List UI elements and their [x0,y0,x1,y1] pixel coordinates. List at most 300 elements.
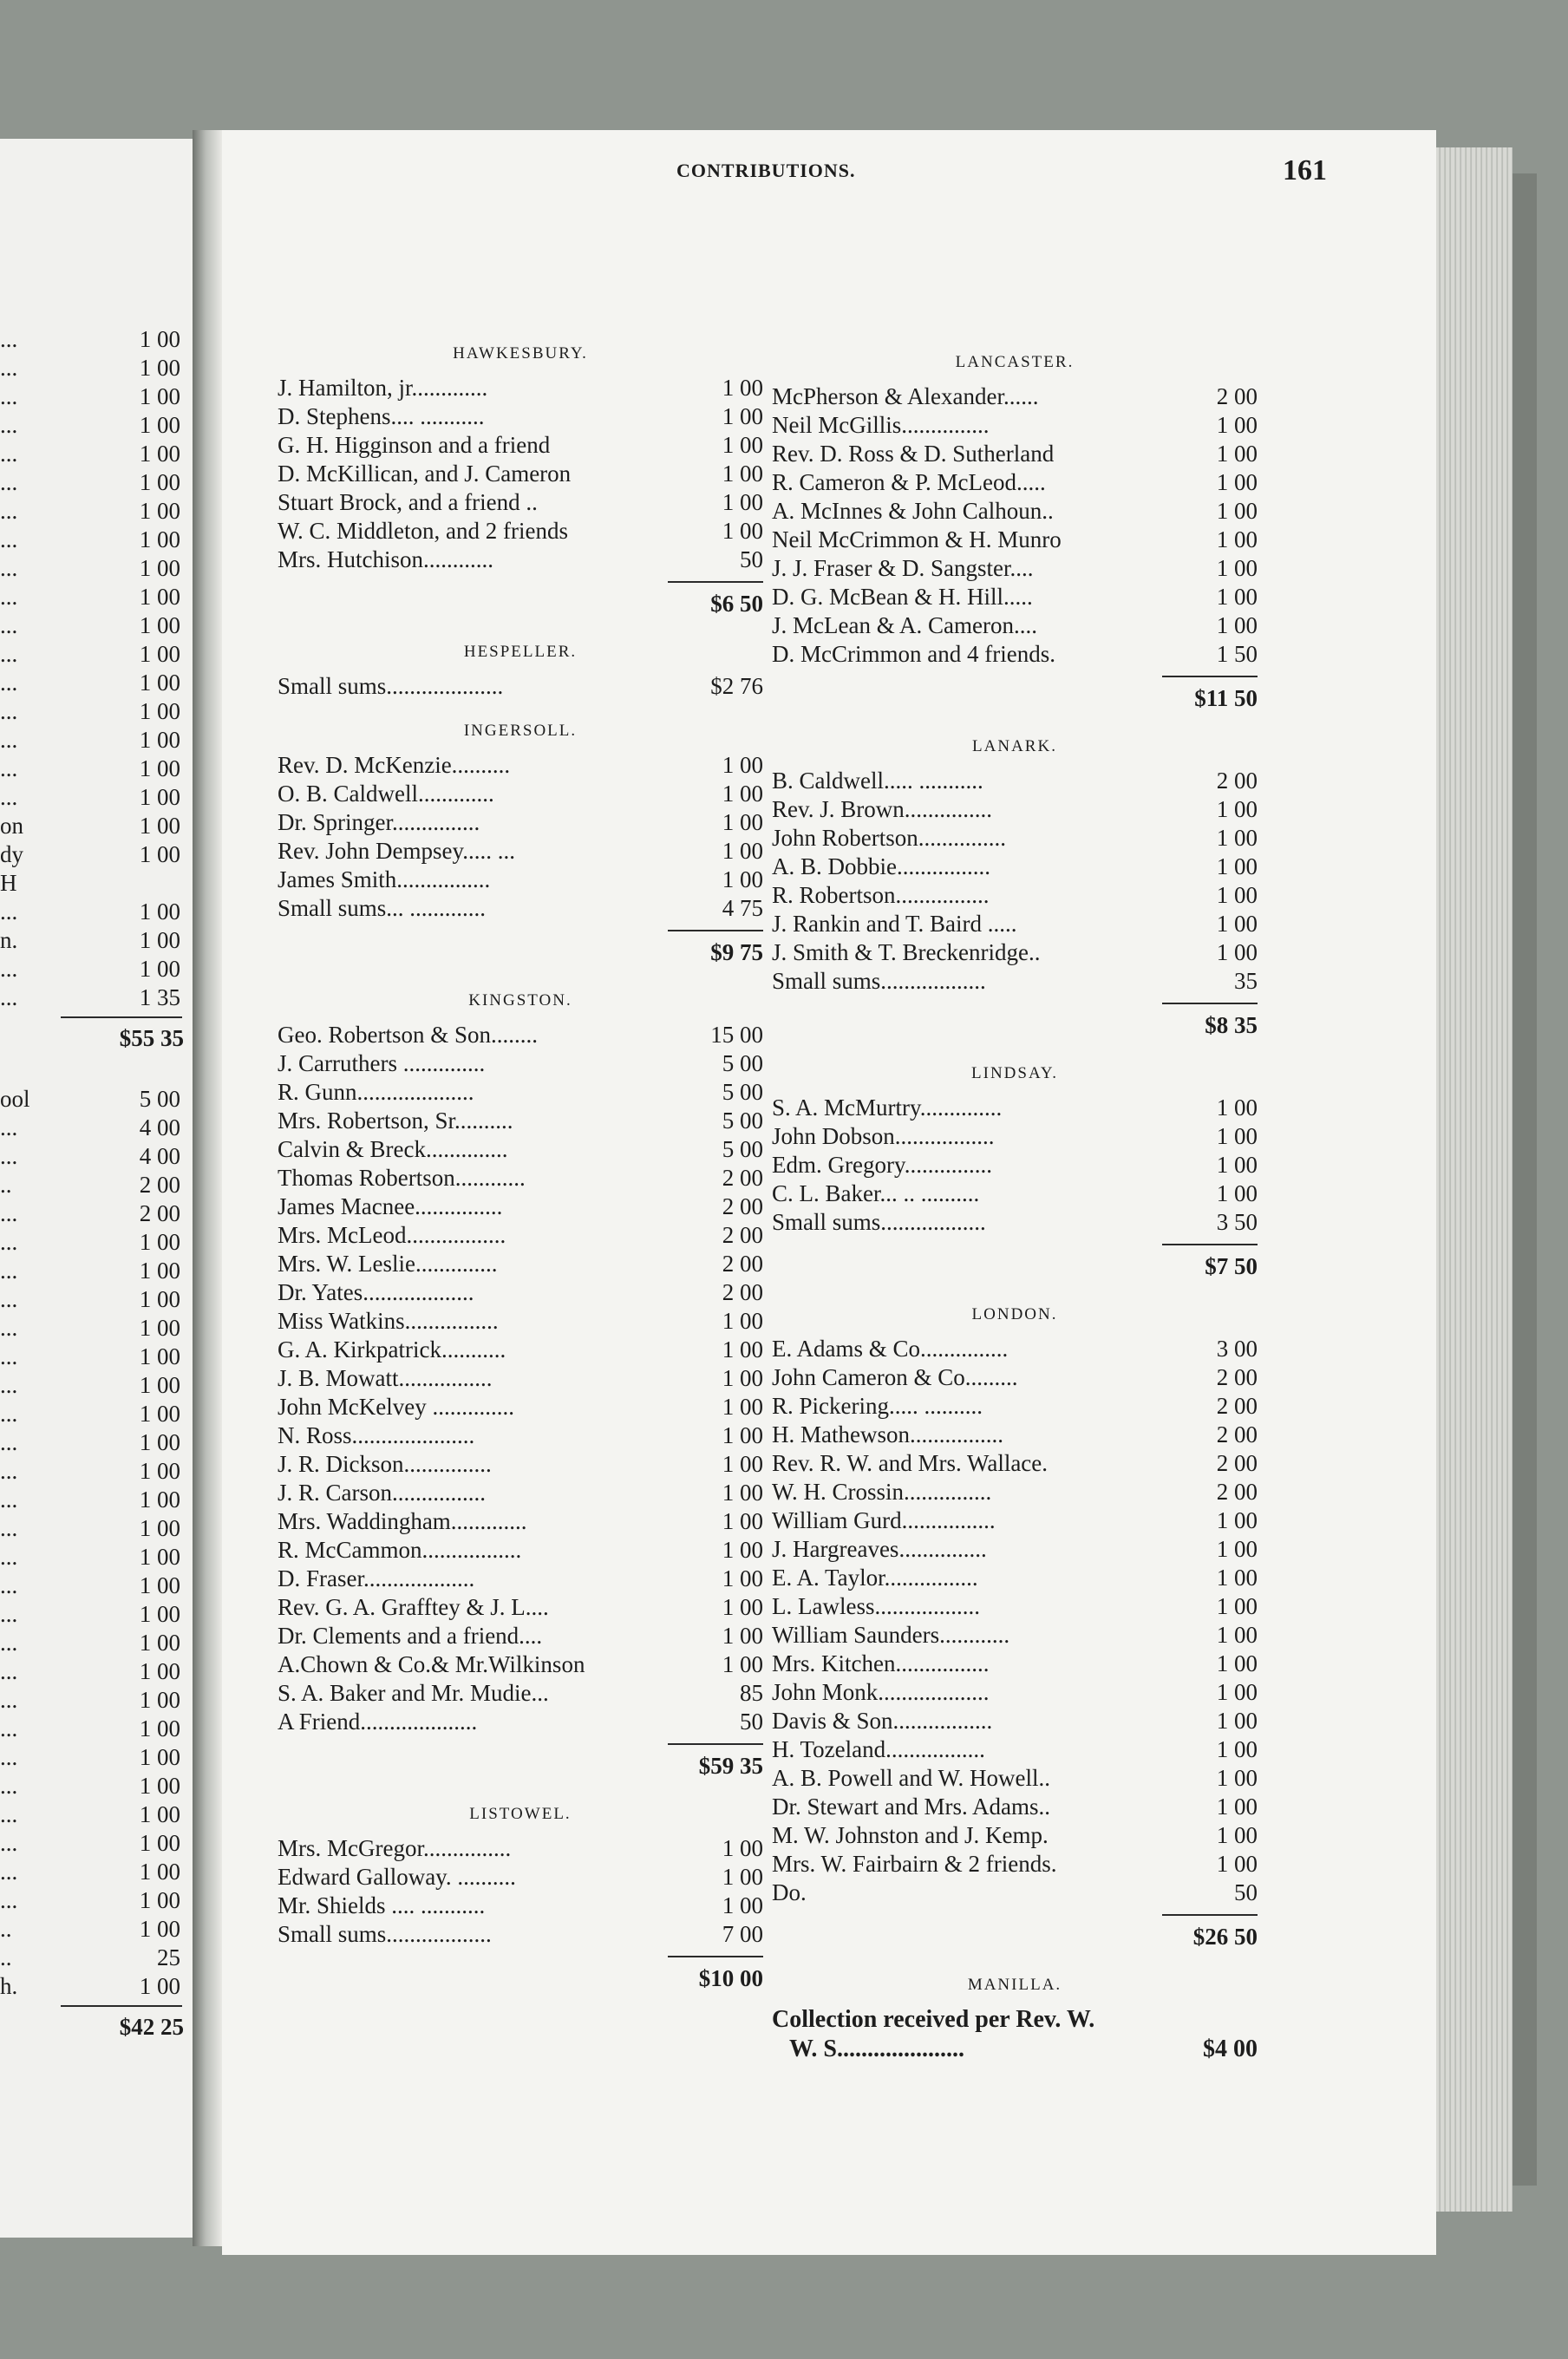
left-page-row-text: ... [0,1343,18,1369]
contribution-amount: 1 00 [722,866,763,892]
contributor-name: S. A. McMurtry.............. [772,1095,1003,1121]
left-page-row [0,1943,193,1972]
contribution-entry [278,1393,763,1421]
left-page-row [0,1599,193,1629]
left-page-row-amount: 1 00 [139,326,180,352]
contribution-entry [772,1592,1258,1621]
contribution-entry [278,1421,763,1450]
left-page-row-amount: 1 00 [139,727,180,753]
left-page-row-text: ... [0,1143,18,1169]
contribution-amount: 1 00 [722,838,763,864]
section-total-rule [1162,1914,1258,1916]
left-page-row-text: ... [0,1315,18,1341]
contribution-entry [772,1764,1258,1793]
left-page-row-amount: 1 00 [139,1429,180,1455]
left-page-row-amount: 1 00 [139,1658,180,1684]
contribution-entry [772,910,1258,938]
contribution-entry [278,402,763,431]
contribution-entry [278,1708,763,1736]
left-page-row-text: .. [0,1172,12,1198]
contribution-amount: 2 00 [722,1193,763,1219]
left-page-row-amount: 1 00 [139,469,180,495]
left-page-row-text: ... [0,1801,18,1827]
contribution-amount: 1 00 [1216,1650,1258,1676]
contributor-name: A. McInnes & John Calhoun.. [772,498,1054,524]
contribution-amount: 1 00 [1216,825,1258,851]
section-total-rule [668,581,763,583]
left-page-row-text: ... [0,1487,18,1513]
contributor-name: A Friend.................... [278,1709,478,1735]
contribution-amount: 2 00 [1216,1450,1258,1476]
left-page-row-amount: 1 00 [139,1258,180,1284]
contribution-entry [772,967,1258,996]
page-edges [1436,147,1512,2212]
contribution-amount: 1 00 [1216,612,1258,638]
contributor-name: Mrs. Robertson, Sr.......... [278,1108,513,1134]
left-page-row-amount: 1 00 [139,412,180,438]
contribution-entry [278,1164,763,1193]
contribution-entry [772,1421,1258,1449]
left-page-row-text: on [0,813,23,839]
column-right [772,351,1258,2094]
left-page-row-text: ... [0,1830,18,1856]
contribution-entry [772,440,1258,468]
contribution-entry [278,1679,763,1708]
contributor-name: G. H. Higginson and a friend [278,432,551,458]
contribution-amount: 5 00 [722,1079,763,1105]
contribution-amount: 1 00 [1216,584,1258,610]
contribution-amount: 1 00 [722,1422,763,1448]
contributor-name: Small sums... ............. [278,895,487,921]
contributor-name: H. Tozeland................. [772,1736,985,1762]
contributor-name: S. A. Baker and Mr. Mudie... [278,1680,549,1706]
contributor-name: John Cameron & Co......... [772,1364,1018,1390]
left-page-row [0,954,193,983]
left-page-row-text: ... [0,1630,18,1656]
section-title: HAWKESBURY. [453,344,588,363]
contributor-name: Edward Galloway. .......... [278,1864,516,1890]
contributor-name: Mrs. Hutchison............ [278,546,493,572]
contribution-amount: 2 00 [1216,1421,1258,1447]
left-page-row-amount: 1 00 [139,1916,180,1942]
left-page-row-amount: 1 00 [139,1715,180,1741]
left-page-row-amount: 1 00 [139,1630,180,1656]
contributor-name: G. A. Kirkpatrick........... [278,1336,506,1362]
contributor-name: Rev. R. W. and Mrs. Wallace. [772,1450,1049,1476]
contribution-amount: 1 00 [722,375,763,401]
contribution-entry [772,468,1258,497]
left-page-row-text: ... [0,727,18,753]
left-page-row [0,1199,193,1228]
contribution-amount: 1 00 [1216,853,1258,879]
contribution-entry [772,411,1258,440]
contribution-amount: 1 00 [1216,1822,1258,1848]
contribution-amount: 1 00 [722,1892,763,1918]
contributor-name: Dr. Stewart and Mrs. Adams.. [772,1794,1050,1820]
left-page-row [0,353,193,382]
left-page-row-text: ... [0,1200,18,1226]
contribution-entry [278,460,763,488]
contribution-amount: 1 00 [722,489,763,515]
left-page-row-text: ... [0,584,18,610]
left-page-row [0,1284,193,1314]
left-page-row-text: ... [0,755,18,781]
left-page-row-text: ... [0,984,18,1010]
left-page-row-text: ... [0,1258,18,1284]
contribution-entry [278,546,763,574]
section-title: LANARK. [972,737,1057,755]
section-total-rule [668,1743,763,1745]
left-page-row [0,1742,193,1772]
contribution-entry [278,866,763,894]
contribution-amount: 50 [1234,1879,1258,1905]
left-page-row-text: dy [0,841,23,867]
contribution-entry [772,1850,1258,1879]
left-page-row [0,1685,193,1715]
left-page-row-text: ool [0,1086,30,1112]
left-page-row-text: ... [0,1859,18,1885]
section-total: $10 00 [698,1965,763,1991]
left-page-row [0,1571,193,1600]
section-title: LISTOWEL. [469,1805,572,1823]
section-total: $26 50 [1192,1924,1258,1950]
contribution-entry [278,517,763,546]
left-page-row-text: ... [0,641,18,667]
contribution-amount: 50 [740,1709,763,1735]
left-page-row [0,1857,193,1886]
contribution-entry [772,1735,1258,1764]
contributor-name: W. C. Middleton, and 2 friends [278,518,568,544]
contribution-amount: 1 00 [1216,555,1258,581]
left-page-total-rule [61,2005,182,2007]
contribution-amount: 1 00 [1216,441,1258,467]
contributor-name: E. A. Taylor................ [772,1565,978,1591]
contribution-entry [278,1250,763,1278]
contributor-name: R. Pickering..... .......... [772,1393,983,1419]
contribution-amount: 5 00 [722,1050,763,1076]
left-page-row [0,1342,193,1371]
contribution-amount: 1 50 [1216,641,1258,667]
left-page-row-amount: 1 00 [139,441,180,467]
contribution-entry [772,824,1258,853]
contribution-entry [278,1507,763,1536]
left-page-row-text: ... [0,784,18,810]
left-page-row-amount: 1 00 [139,1973,180,1999]
contribution-entry [278,1650,763,1679]
contribution-entry [772,1363,1258,1392]
contribution-amount: 2 00 [1216,1364,1258,1390]
contributor-name: D. McCrimmon and 4 friends. [772,641,1055,667]
left-page-row-amount: 1 00 [139,1773,180,1799]
contributor-name: J. Hamilton, jr............. [278,375,488,401]
contribution-entry [278,1307,763,1336]
left-page-row [0,840,193,869]
contribution-entry [278,1278,763,1307]
contributor-name: D. G. McBean & H. Hill..... [772,584,1033,610]
contribution-amount: 2 00 [1216,1393,1258,1419]
contribution-amount: 1 00 [1216,1593,1258,1619]
section-note-name: W. S..................... [789,2036,965,2062]
contribution-entry [772,1335,1258,1363]
contribution-entry [772,554,1258,583]
contribution-amount: 1 00 [722,1336,763,1362]
contribution-entry [772,1449,1258,1478]
contribution-amount: 2 00 [722,1251,763,1277]
left-page-row-amount: 1 00 [139,1315,180,1341]
section-title: LINDSAY. [971,1064,1058,1082]
left-page-row-amount: 1 35 [139,984,180,1010]
contributor-name: Davis & Son................. [772,1708,993,1734]
contributor-name: L. Lawless.................. [772,1593,980,1619]
contribution-entry [772,938,1258,967]
left-page-row-amount: 1 00 [139,1744,180,1770]
contribution-entry [278,1107,763,1135]
left-page-row [0,1313,193,1343]
left-page-row-text: ... [0,1773,18,1799]
contribution-entry [278,1135,763,1164]
left-page-row-text: ... [0,1744,18,1770]
contribution-entry [772,1478,1258,1506]
contribution-amount: 1 00 [1216,469,1258,495]
left-page-row-amount: 1 00 [139,813,180,839]
left-page-row-amount: 1 00 [139,899,180,925]
contribution-amount: 1 00 [1216,1622,1258,1648]
left-page-row-text: ... [0,1658,18,1684]
left-page-row [0,324,193,354]
left-page-row-text: ... [0,1114,18,1140]
contribution-entry [772,1094,1258,1122]
left-page-row [0,496,193,526]
left-page-row-amount: 1 00 [139,612,180,638]
contributor-name: John Monk................... [772,1679,990,1705]
left-page-row-amount: 1 00 [139,1830,180,1856]
section-title: LANCASTER. [955,353,1075,371]
contributor-name: James Smith................ [278,866,491,892]
contribution-entry [278,1622,763,1650]
left-page-row-amount: 1 00 [139,956,180,982]
contribution-entry [278,1565,763,1593]
left-page-row-text: ... [0,1229,18,1255]
contributor-name: A.Chown & Co.& Mr.Wilkinson [278,1651,585,1677]
left-page-row-text: ... [0,469,18,495]
left-page-row [0,1256,193,1285]
contribution-entry [772,640,1258,669]
left-page-row-amount: 1 00 [139,1229,180,1255]
contributor-name: Small sums.................. [772,1209,986,1235]
contributor-name: Small sums.................. [278,1921,492,1947]
contribution-amount: 7 00 [722,1921,763,1947]
contribution-amount: 1 00 [1216,1794,1258,1820]
contributor-name: J. Rankin and T. Baird ..... [772,911,1017,937]
left-page-row [0,410,193,440]
contribution-entry [278,1078,763,1107]
contribution-entry [278,374,763,402]
left-page-row-amount: 1 00 [139,584,180,610]
left-page-total-rule [61,1016,182,1018]
left-page-row-amount: 1 00 [139,1572,180,1598]
section-total: $9 75 [710,939,763,965]
contribution-amount: 1 00 [1216,1123,1258,1149]
contributor-name: B. Caldwell..... ........... [772,768,983,794]
contributor-name: R. Gunn.................... [278,1079,474,1105]
section-total: $6 50 [710,591,763,617]
contributor-name: J. McLean & A. Cameron.... [772,612,1037,638]
contribution-amount: 1 00 [722,1623,763,1649]
contributor-name: E. Adams & Co............... [772,1336,1009,1362]
contribution-amount: 1 00 [722,432,763,458]
contribution-amount: 1 00 [1216,939,1258,965]
left-page-row [0,725,193,755]
contribution-amount: 1 00 [722,1308,763,1334]
contribution-entry [278,1364,763,1393]
contribution-amount: $2 76 [710,673,763,699]
left-page-row [0,1771,193,1800]
contributor-name: Rev. G. A. Grafftey & J. L.... [278,1594,549,1620]
contribution-entry [772,526,1258,554]
left-page-row-text: ... [0,498,18,524]
contribution-entry [278,780,763,808]
contribution-amount: 5 00 [722,1108,763,1134]
left-page-row-text: ... [0,1515,18,1541]
contribution-entry [278,1536,763,1565]
contribution-amount: 4 75 [722,895,763,921]
left-page-row [0,1628,193,1657]
contribution-amount: 1 00 [722,403,763,429]
contributor-name: John Dobson................. [772,1123,995,1149]
contribution-amount: 1 00 [722,1508,763,1534]
left-page-row-text: ... [0,1372,18,1398]
left-page-row [0,1828,193,1858]
contribution-amount: 1 00 [722,752,763,778]
left-page-row [0,897,193,926]
left-page-row [0,1141,193,1171]
contribution-entry [278,1479,763,1507]
left-page-row [0,1971,193,2001]
section-total: $8 35 [1205,1012,1258,1038]
contributor-name: R. McCammon................. [278,1537,522,1563]
left-page-row [0,1428,193,1457]
left-page-row [0,467,193,497]
contributor-name: Neil McCrimmon & H. Munro [772,526,1062,552]
contribution-amount: 1 00 [722,461,763,487]
left-page-row [0,382,193,411]
contribution-entry [772,497,1258,526]
left-page-row-amount: 1 00 [139,1372,180,1398]
contribution-amount: 2 00 [1216,383,1258,409]
contributor-name: C. L. Baker... .. .......... [772,1180,980,1206]
left-page-row [0,1399,193,1428]
contribution-amount: 1 00 [1216,1851,1258,1877]
contributor-name: Rev. John Dempsey..... ... [278,838,515,864]
contributor-name: Thomas Robertson............ [278,1165,526,1191]
left-page-row [0,1885,193,1915]
left-page-row-text: ... [0,956,18,982]
contribution-amount: 1 00 [722,1394,763,1420]
contribution-amount: 1 00 [1216,1679,1258,1705]
left-page-row-amount: 1 00 [139,555,180,581]
contributor-name: James Macnee............... [278,1193,503,1219]
left-page-row-amount: 1 00 [139,355,180,381]
contribution-amount: 1 00 [1216,412,1258,438]
contribution-entry [772,382,1258,411]
contribution-entry [278,1920,763,1949]
contribution-entry [278,1021,763,1049]
left-page-row-amount: 1 00 [139,1859,180,1885]
contribution-entry [772,1151,1258,1180]
contribution-entry [278,488,763,517]
contribution-entry [278,1593,763,1622]
left-page-row-amount: 1 00 [139,1687,180,1713]
contributor-name: Mrs. W. Leslie.............. [278,1251,498,1277]
left-page-row-amount: 1 00 [139,1801,180,1827]
left-page-row [0,754,193,783]
contributor-name: Dr. Springer............... [278,809,480,835]
contribution-amount: 15 00 [710,1022,763,1048]
left-page-row [0,439,193,468]
left-page-row [0,668,193,697]
contributor-name: R. Robertson................ [772,882,990,908]
contributor-name: Mrs. W. Fairbairn & 2 friends. [772,1851,1057,1877]
contributor-name: Stuart Brock, and a friend .. [278,489,538,515]
contribution-amount: 1 00 [722,809,763,835]
contribution-amount: 85 [740,1680,763,1706]
contribution-entry [278,751,763,780]
contribution-amount: 2 00 [722,1222,763,1248]
contribution-entry [772,795,1258,824]
contribution-amount: 1 00 [1216,1095,1258,1121]
left-page-row-amount: 1 00 [139,755,180,781]
contribution-amount: 1 00 [1216,1565,1258,1591]
contribution-entry [278,1892,763,1920]
left-page-row-text: ... [0,670,18,696]
left-page-row [0,553,193,583]
contribution-amount: 1 00 [1216,911,1258,937]
contributor-name: J. Carruthers .............. [278,1050,486,1076]
contribution-entry [772,1180,1258,1208]
contribution-amount: 1 00 [1216,498,1258,524]
contributor-name: Dr. Clements and a friend.... [278,1623,543,1649]
left-page-row-amount: 4 00 [139,1143,180,1169]
left-page-row-text: n. [0,927,18,953]
contributor-name: McPherson & Alexander...... [772,383,1039,409]
left-page-total: $42 25 [119,2014,184,2040]
left-page-row-text: h. [0,1973,18,1999]
left-page-row [0,1456,193,1486]
section-total: $7 50 [1205,1253,1258,1279]
contribution-amount: 1 00 [722,1537,763,1563]
contribution-amount: 1 00 [722,1365,763,1391]
contribution-amount: 50 [740,546,763,572]
left-page-row-text: ... [0,1458,18,1484]
contribution-entry [772,767,1258,795]
left-page-row-text: ... [0,612,18,638]
contribution-entry [278,1049,763,1078]
contribution-entry [772,1122,1258,1151]
contribution-amount: 1 00 [1216,526,1258,552]
left-page-row-text: ... [0,1544,18,1570]
contribution-entry [278,1450,763,1479]
left-page-row-text: ... [0,526,18,552]
section-total-rule [1162,676,1258,677]
left-page-row [0,1084,193,1114]
contributor-name: Rev. D. McKenzie.......... [278,752,511,778]
section-note-entry [772,2035,1258,2063]
left-page-row [0,782,193,812]
left-page-row-amount: 1 00 [139,698,180,724]
contribution-entry [772,853,1258,881]
left-page-row-amount: 1 00 [139,641,180,667]
section-total-rule [668,930,763,931]
